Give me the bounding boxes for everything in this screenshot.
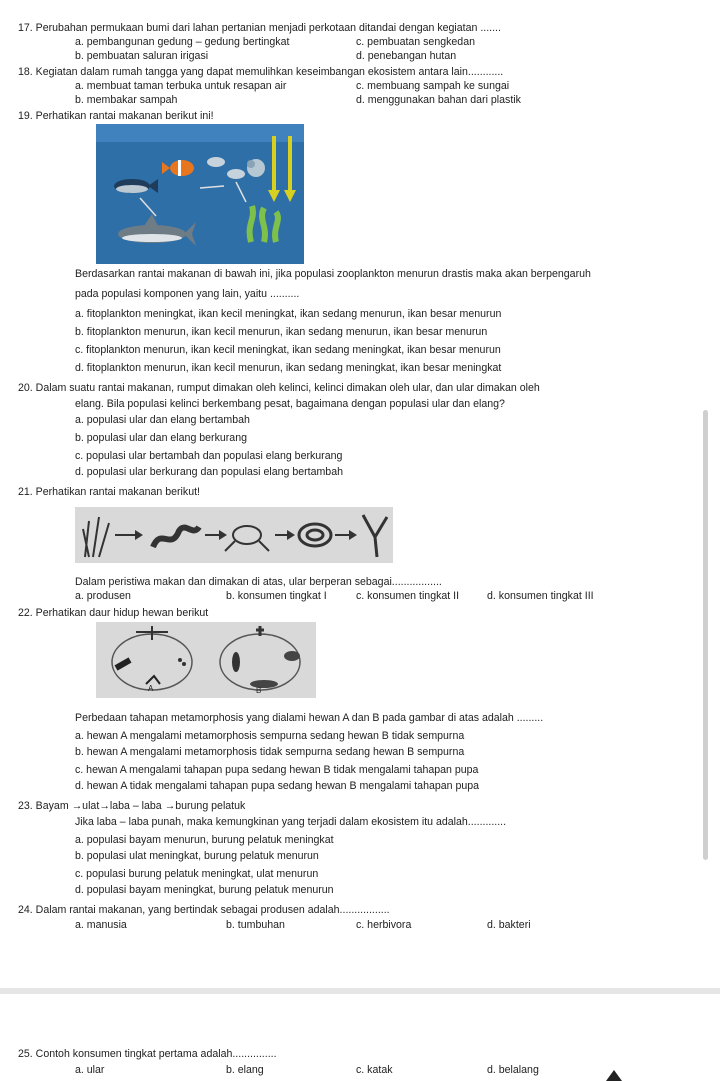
q25-option-a[interactable]: a. ular: [75, 1064, 105, 1076]
scrollbar[interactable]: [703, 410, 708, 860]
q19-option-d[interactable]: d. fitoplankton menurun, ikan kecil menurun, ikan sedang meningkat, ikan besar meningkat: [75, 362, 502, 374]
q17-option-a[interactable]: a. pembangunan gedung – gedung bertingkat: [75, 36, 290, 48]
q24-option-c[interactable]: c. herbivora: [356, 919, 412, 931]
q20-stem-line2: elang. Bila populasi kelinci berkembang pesat, bagaimana dengan populasi ular dan elang?: [75, 398, 505, 410]
q20-option-b[interactable]: b. populasi ular dan elang berkurang: [75, 432, 247, 444]
q24-option-a[interactable]: a. manusia: [75, 919, 127, 931]
cycle-a-label: A: [148, 684, 154, 693]
q22-option-a[interactable]: a. hewan A mengalami metamorphosis sempurna sedang hewan B tidak sempurna: [75, 730, 465, 742]
q24-option-d[interactable]: d. bakteri: [487, 919, 531, 931]
q20-option-d[interactable]: d. populasi ular berkurang dan populasi elang bertambah: [75, 466, 343, 478]
q19-option-c[interactable]: c. fitoplankton menurun, ikan kecil meningkat, ikan sedang meningkat, ikan besar menurun: [75, 344, 501, 356]
q18-option-d[interactable]: d. menggunakan bahan dari plastik: [356, 94, 521, 106]
q22-option-b[interactable]: b. hewan A mengalami metamorphosis tidak sempurna sedang hewan B sempurna: [75, 746, 465, 758]
q23-stem: 23. Bayam →ulat→laba – laba →burung pelatuk: [18, 800, 246, 812]
q19-option-b[interactable]: b. fitoplankton menurun, ikan kecil menurun, ikan sedang menurun, ikan besar menurun: [75, 326, 488, 338]
q17-option-c[interactable]: c. pembuatan sengkedan: [356, 36, 475, 48]
life-cycle-figure: [96, 622, 316, 698]
q19-stem: 19. Perhatikan rantai makanan berikut ini!: [18, 110, 214, 122]
q20-option-a[interactable]: a. populasi ular dan elang bertambah: [75, 414, 250, 426]
q19-text-line2: pada populasi komponen yang lain, yaitu ..........: [75, 288, 300, 300]
land-food-chain-figure: [75, 507, 393, 563]
q19-text-line1: Berdasarkan rantai makanan di bawah ini, jika populasi zooplankton menurun drastis maka akan berpengaruh: [75, 268, 591, 280]
q18-option-b[interactable]: b. membakar sampah: [75, 94, 178, 106]
q18-option-c[interactable]: c. membuang sampah ke sungai: [356, 80, 510, 92]
q19-option-a[interactable]: a. fitoplankton meningkat, ikan kecil meningkat, ikan sedang menurun, ikan besar menurun: [75, 308, 502, 320]
q18-stem: 18. Kegiatan dalam rumah tangga yang dapat memulihkan keseimbangan ekosistem antara lain............: [18, 66, 504, 78]
q20-option-c[interactable]: c. populasi ular bertambah dan populasi elang berkurang: [75, 450, 343, 462]
q21-text-line1: Dalam peristiwa makan dan dimakan di atas, ular berperan sebagai.................: [75, 576, 442, 588]
q21-option-c[interactable]: c. konsumen tingkat II: [356, 590, 460, 602]
q21-option-b[interactable]: b. konsumen tingkat I: [226, 590, 327, 602]
q23-option-c[interactable]: c. populasi burung pelatuk meningkat, ulat menurun: [75, 868, 319, 880]
q22-option-c[interactable]: c. hewan A mengalami tahapan pupa sedang hewan B tidak mengalami tahapan pupa: [75, 764, 479, 776]
q21-option-a[interactable]: a. produsen: [75, 590, 131, 602]
q20-stem-line1: 20. Dalam suatu rantai makanan, rumput dimakan oleh kelinci, kelinci dimakan oleh ular, dan ular dimakan oleh: [18, 382, 540, 394]
q25-option-c[interactable]: c. katak: [356, 1064, 393, 1076]
q22-option-d[interactable]: d. hewan A tidak mengalami tahapan pupa sedang hewan B mengalami tahapan pupa: [75, 780, 480, 792]
ocean-food-chain-figure: [96, 124, 304, 264]
page-separator: [0, 988, 720, 994]
q25-option-b[interactable]: b. elang: [226, 1064, 264, 1076]
q17-option-d[interactable]: d. penebangan hutan: [356, 50, 457, 62]
q25-stem: 25. Contoh konsumen tingkat pertama adalah...............: [18, 1048, 277, 1060]
q24-stem: 24. Dalam rantai makanan, yang bertindak sebagai produsen adalah.................: [18, 904, 390, 916]
q25-option-d[interactable]: d. belalang: [487, 1064, 539, 1076]
q18-option-a[interactable]: a. membuat taman terbuka untuk resapan air: [75, 80, 287, 92]
q21-stem: 21. Perhatikan rantai makanan berikut!: [18, 486, 200, 498]
q21-option-d[interactable]: d. konsumen tingkat III: [487, 590, 594, 602]
cycle-b-label: B: [256, 686, 262, 695]
q23-text-line1: Jika laba – laba punah, maka kemungkinan yang terjadi dalam ekosistem itu adalah.............: [75, 816, 507, 828]
scroll-up-marker: [606, 1070, 622, 1081]
q17-stem: 17. Perubahan permukaan bumi dari lahan pertanian menjadi perkotaan ditandai dengan kegiatan .......: [18, 22, 501, 34]
q23-option-d[interactable]: d. populasi bayam meningkat, burung pelatuk menurun: [75, 884, 334, 896]
q22-stem: 22. Perhatikan daur hidup hewan berikut: [18, 607, 209, 619]
q23-option-b[interactable]: b. populasi ulat meningkat, burung pelatuk menurun: [75, 850, 319, 862]
q23-option-a[interactable]: a. populasi bayam menurun, burung pelatuk meningkat: [75, 834, 334, 846]
q24-option-b[interactable]: b. tumbuhan: [226, 919, 285, 931]
q22-text-line1: Perbedaan tahapan metamorphosis yang dialami hewan A dan B pada gambar di atas adalah .........: [75, 712, 544, 724]
q17-option-b[interactable]: b. pembuatan saluran irigasi: [75, 50, 209, 62]
